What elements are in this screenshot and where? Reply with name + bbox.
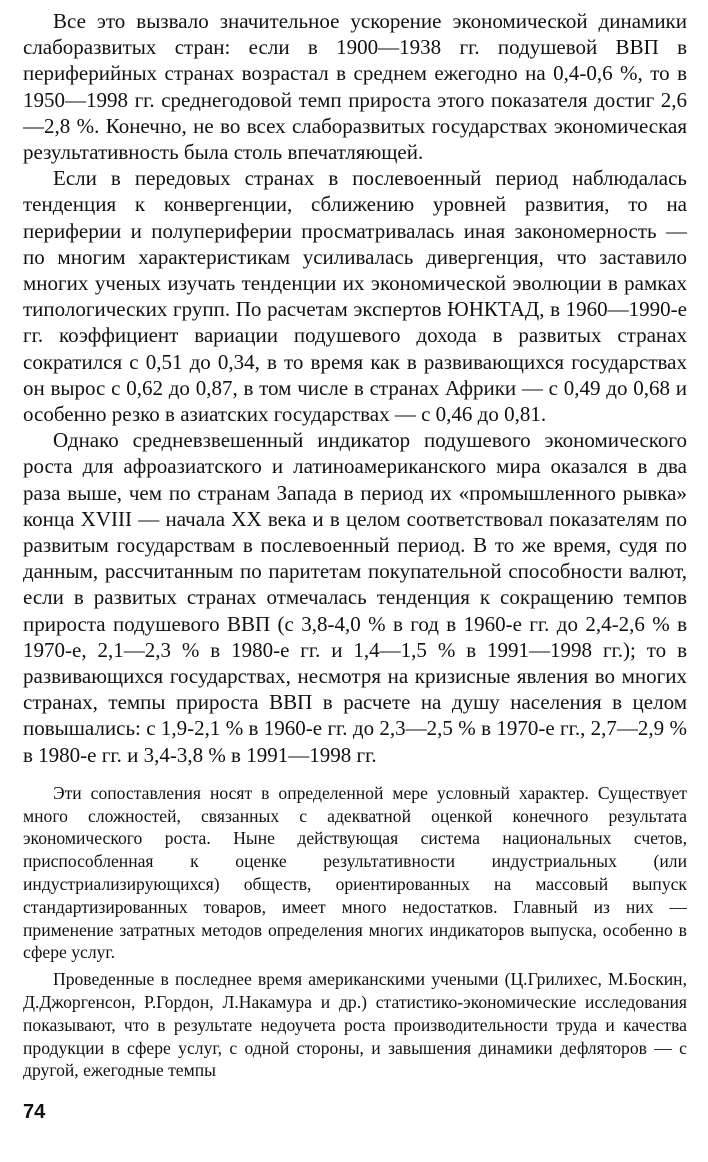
page-number: 74 <box>23 1101 46 1123</box>
small-paragraph: Эти сопоставления носят в определенной мере условный характер. Существует много сложностей, связанных с адекватной оценкой конечного результата экономического роста. Ныне действующая система национальных счетов, приспособленная к оценке результативности индустриальных (или индустриализирующихся) обществ, ориентированных на массовый выпуск стандартизированных товаров, имеет много недостатков. Главный из них — применение затратных методов определения многих индикаторов выпуска, особенно в сфере услуг. <box>23 782 687 963</box>
small-print-block <box>23 782 687 1082</box>
paragraph: Если в передовых странах в послевоенный период наблюдалась тенденция к конвергенции, сближению уровней развития, то на периферии и полупериферии просматривалась иная закономерность — по многим характеристикам усиливалась дивергенция, что заставило многих ученых изучать тенденции их экономической эволюции в рамках типологических групп. По расчетам экспертов ЮНКТАД, в 1960—1990-е гг. коэффициент вариации подушевого дохода в развитых странах сократился с 0,51 до 0,34, в то время как в развивающихся государствах он вырос с 0,62 до 0,87, в том числе в странах Африки — с 0,49 до 0,68 и особенно резко в азиатских государствах — с 0,46 до 0,81. <box>23 166 687 427</box>
paragraph: Все это вызвало значительное ускорение экономической динамики слаборазвитых стран: если в 1900—1938 гг. подушевой ВВП в периферийных странах возрастал в среднем ежегодно на 0,4-0,6 %, то в 1950—1998 гг. среднегодовой темп прироста этого показателя достиг 2,6—2,8 %. Конечно, не во всех слаборазвитых государствах экономическая результативность была столь впечатляющей. <box>23 9 687 165</box>
small-paragraph: Проведенные в последнее время американскими учеными (Ц.Грилихес, М.Боскин, Д.Джоргенсон, Р.Гордон, Л.Накамура и др.) статистико-экономические исследования показывают, что в результате недоучета роста производительности труда и качества продукции в сфере услуг, с одной стороны, и завышения динамики дефляторов — с другой, ежегодные темпы <box>23 969 687 1081</box>
main-text-block <box>23 8 687 768</box>
book-page <box>23 0 687 1086</box>
paragraph: Однако средневзвешенный индикатор подушевого экономического роста для афроазиатского и латиноамериканского мира оказался в два раза выше, чем по странам Запада в период их «промышленного рывка» конца XVIII — начала XX века и в целом соответствовал показателям по развитым государствам в послевоенный период. В то же время, судя по данным, рассчитанным по паритетам покупательной способности валют, если в развитых странах отмечалась тенденция к сокращению темпов прироста подушевого ВВП (с 3,8-4,0 % в год в 1960-е гг. до 2,4-2,6 % в 1970-е, 2,1—2,3 % в 1980-е гг. и 1,4—1,5 % в 1991—1998 гг.); то в развивающихся государствах, несмотря на кризисные явления во многих странах, темпы прироста ВВП в расчете на душу населения в целом повышались: с 1,9-2,1 % в 1960-е гг. до 2,3—2,5 % в 1970-е гг., 2,7—2,9 % в 1980-е гг. и 3,4-3,8 % в 1991—1998 гг. <box>23 428 687 767</box>
